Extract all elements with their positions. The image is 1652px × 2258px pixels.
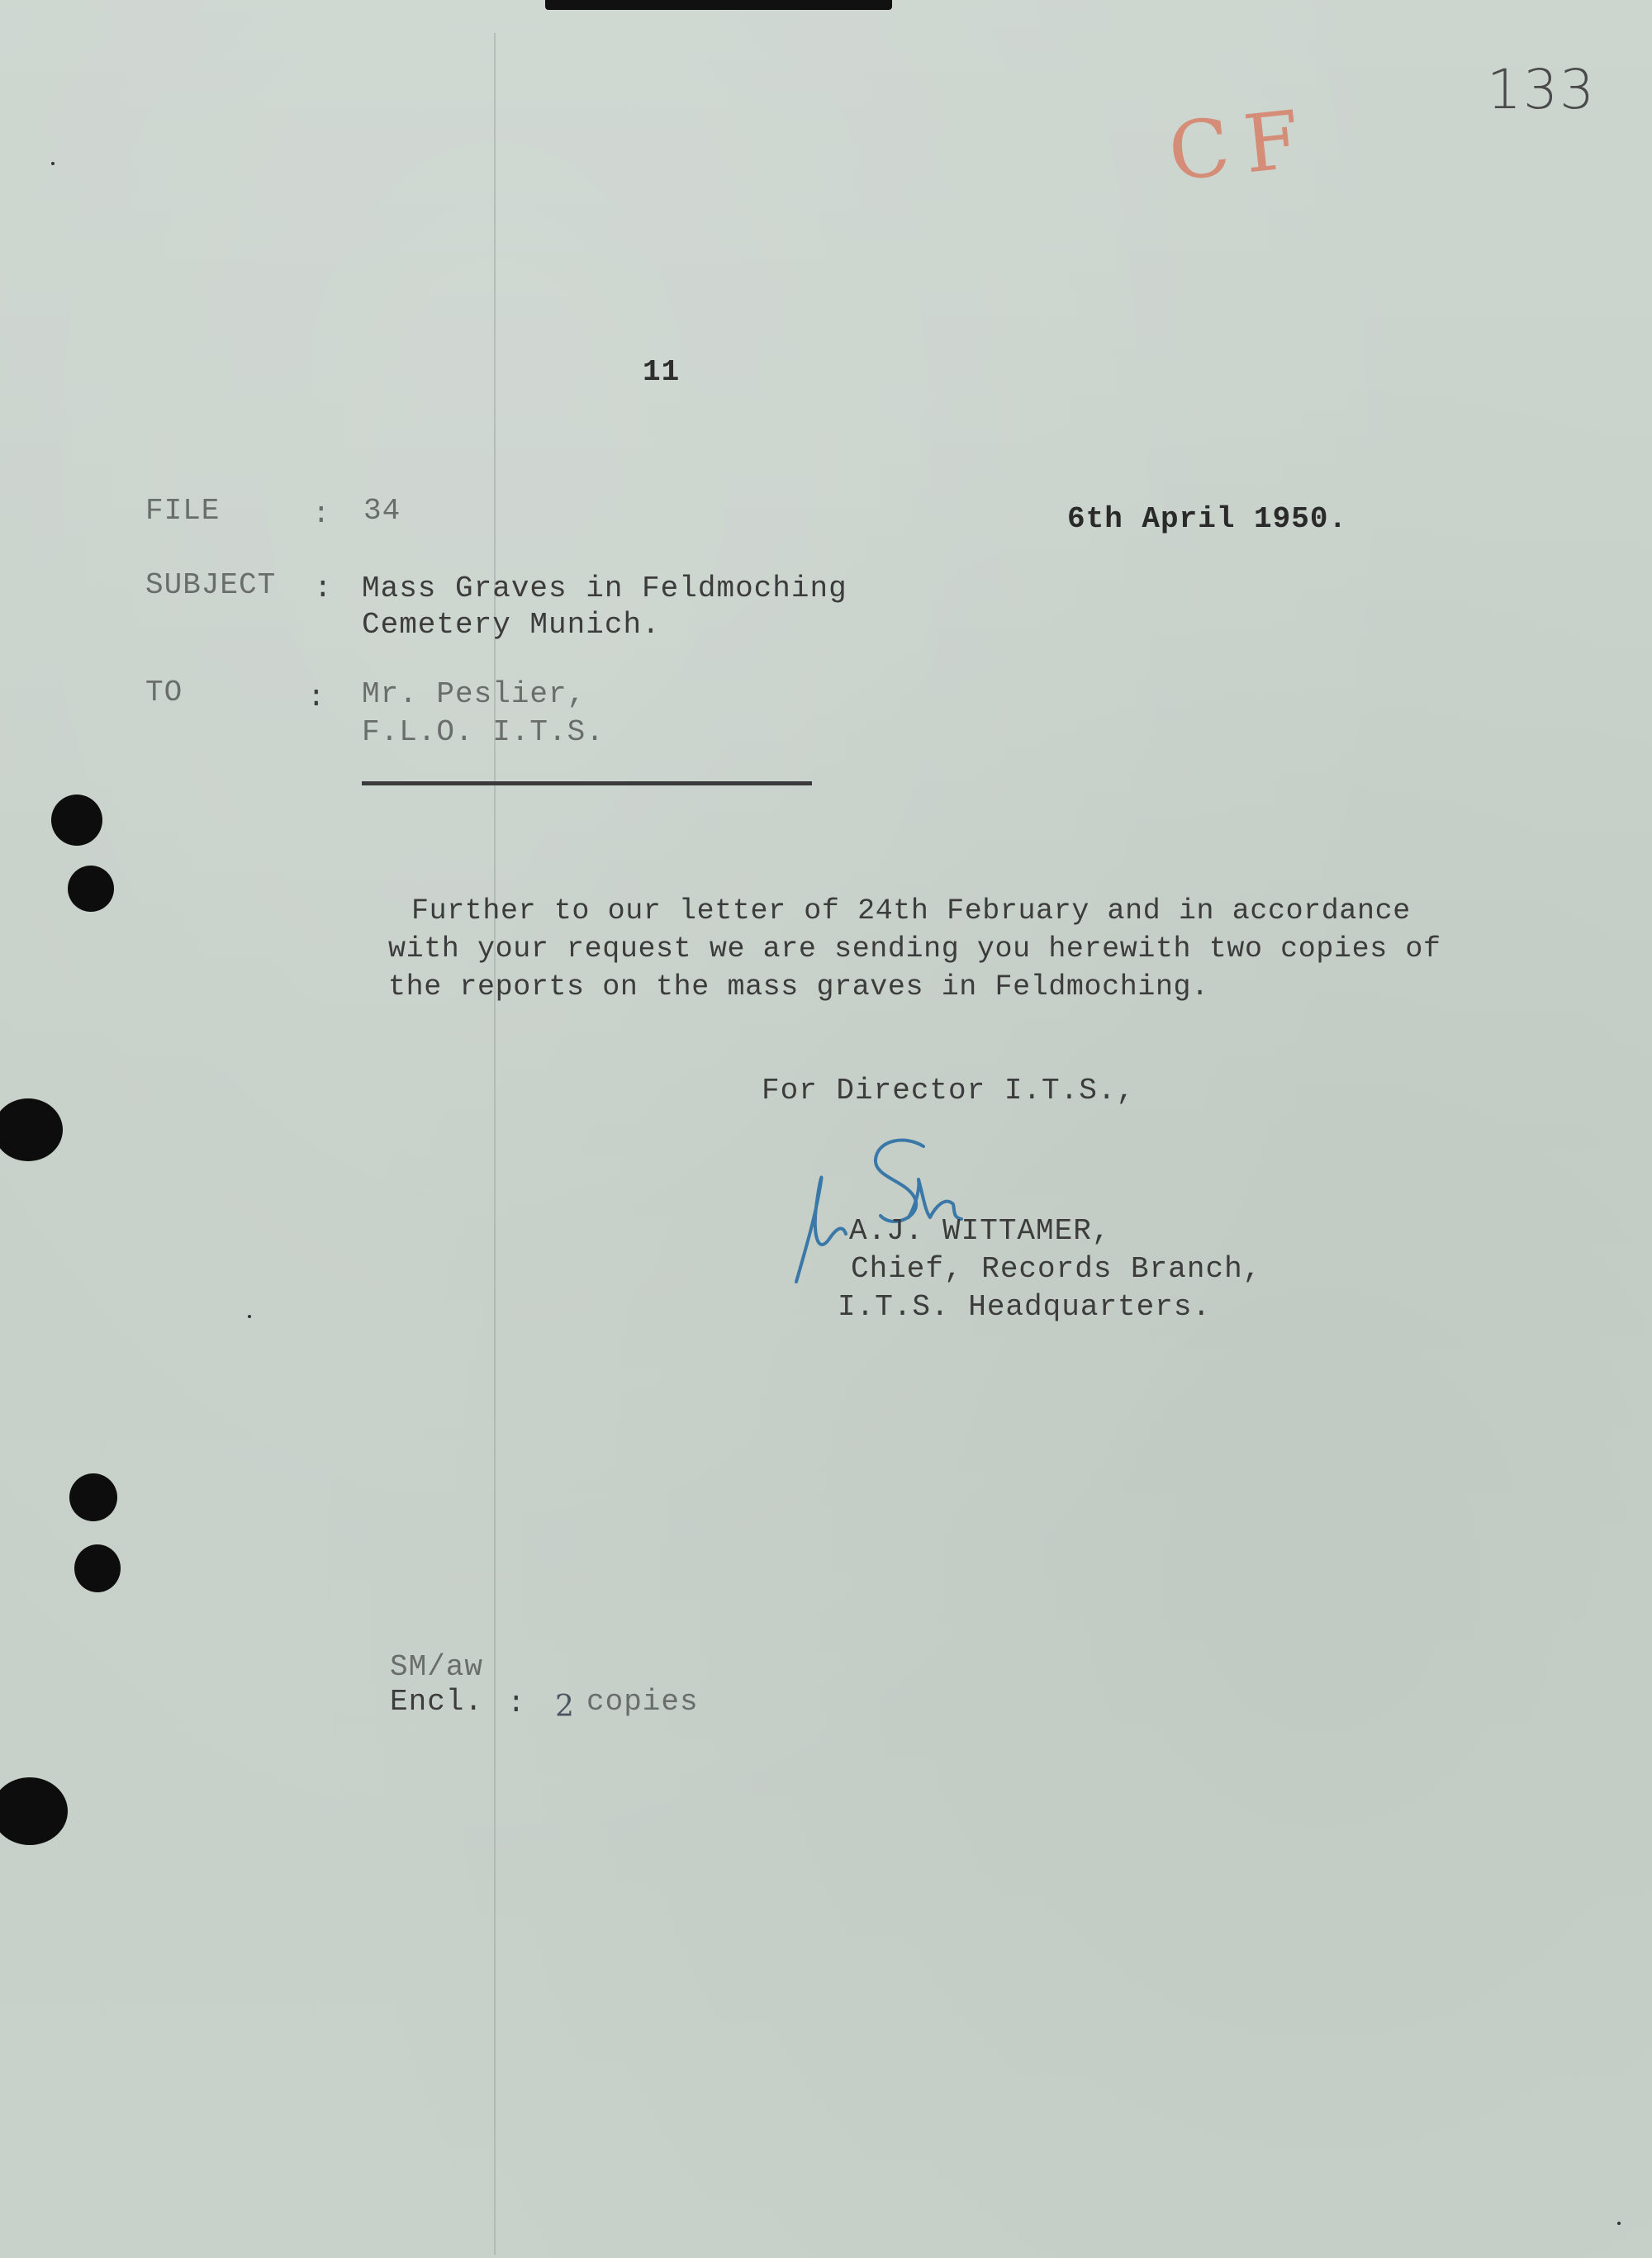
enclosure-text: copies [586, 1685, 699, 1719]
body-line-1: Further to our letter of 24th February and in accordance [411, 894, 1411, 927]
dust-speck [248, 1315, 251, 1318]
enclosure-count: 2 [555, 1690, 575, 1724]
file-label: FILE [145, 494, 221, 528]
subject-label: SUBJECT [145, 568, 277, 602]
punch-hole [0, 1777, 68, 1845]
punch-hole [69, 1473, 117, 1521]
enclosure-separator: : [507, 1686, 526, 1720]
reference-initials: SM/aw [390, 1650, 484, 1684]
subject-line-1: Mass Graves in Feldmoching [362, 572, 847, 605]
dust-speck [51, 162, 55, 165]
for-director-line: For Director I.T.S., [762, 1074, 1136, 1108]
fold-line [494, 33, 496, 2255]
file-value: 34 [363, 494, 401, 528]
to-line-2: F.L.O. I.T.S. [362, 715, 605, 749]
letter-date: 6th April 1950. [1067, 502, 1348, 536]
punch-hole [74, 1544, 121, 1592]
to-separator: : [307, 681, 326, 714]
punch-hole [0, 1098, 63, 1161]
file-separator: : [312, 497, 331, 531]
page-number: 11 [643, 355, 681, 389]
dust-speck [1617, 2222, 1621, 2225]
punch-hole [68, 866, 114, 912]
signer-title: Chief, Records Branch, [851, 1252, 1262, 1286]
body-line-3: the reports on the mass graves in Feldmoching. [388, 970, 1209, 1003]
signer-name: A.J. WITTAMER, [849, 1214, 1111, 1248]
subject-line-2: Cemetery Munich. [362, 608, 661, 642]
folio-number: 133 [1487, 58, 1596, 121]
header-rule [362, 781, 812, 785]
to-line-1: Mr. Peslier, [362, 677, 586, 711]
enclosure-label: Encl. [390, 1685, 484, 1719]
cf-annotation: CF [1164, 92, 1319, 199]
signer-organization: I.T.S. Headquarters. [838, 1290, 1212, 1324]
body-line-2: with your request we are sending you herewith two copies of [388, 932, 1441, 965]
scan-edge-mark [545, 0, 892, 10]
subject-separator: : [314, 572, 333, 605]
to-label: TO [145, 676, 183, 709]
punch-hole [51, 795, 102, 846]
